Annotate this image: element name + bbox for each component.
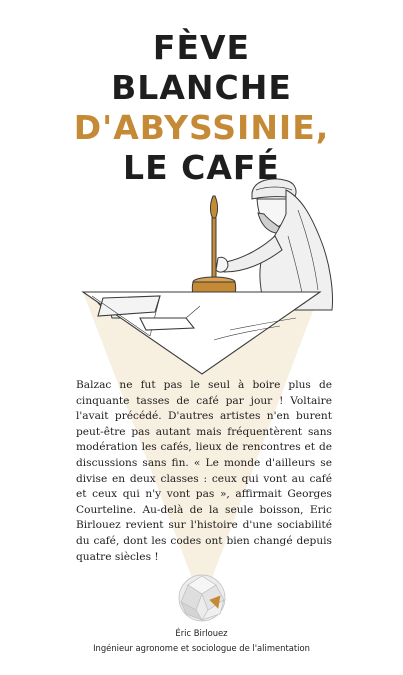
author-role: Ingénieur agronome et sociologue de l'alimentation xyxy=(93,643,310,653)
emblem-ball xyxy=(179,575,225,621)
pestle xyxy=(210,196,217,278)
article-title xyxy=(0,28,403,188)
title-line-4: LE CAFÉ xyxy=(123,148,280,187)
author-name: Éric Birlouez xyxy=(175,628,228,638)
intro-paragraph: Balzac ne fut pas le seul à boire plus de cinquante tasses de café par jour ! Voltaire l'avait précédé. D'autres artistes n'en burent peut-être pas autant mais fréquentèrent sans modération les cafés, lieux de rencontres et de discussions sans fin. « Le monde d'ailleurs se divise en deux classes : ceux qui vont au café et ceux qui n'y vont pas », affirmait Georges Courteline. Au-delà de la seule boisson, Eric Birlouez revient sur l'histoire d'une sociabilité du café, dont les codes ont bien changé depuis quatre siècles ! xyxy=(76,379,332,563)
title-line-2: BLANCHE xyxy=(111,68,292,107)
title-line-1: FÈVE xyxy=(152,28,251,67)
title-line-3: D'ABYSSINIE, xyxy=(73,108,330,147)
